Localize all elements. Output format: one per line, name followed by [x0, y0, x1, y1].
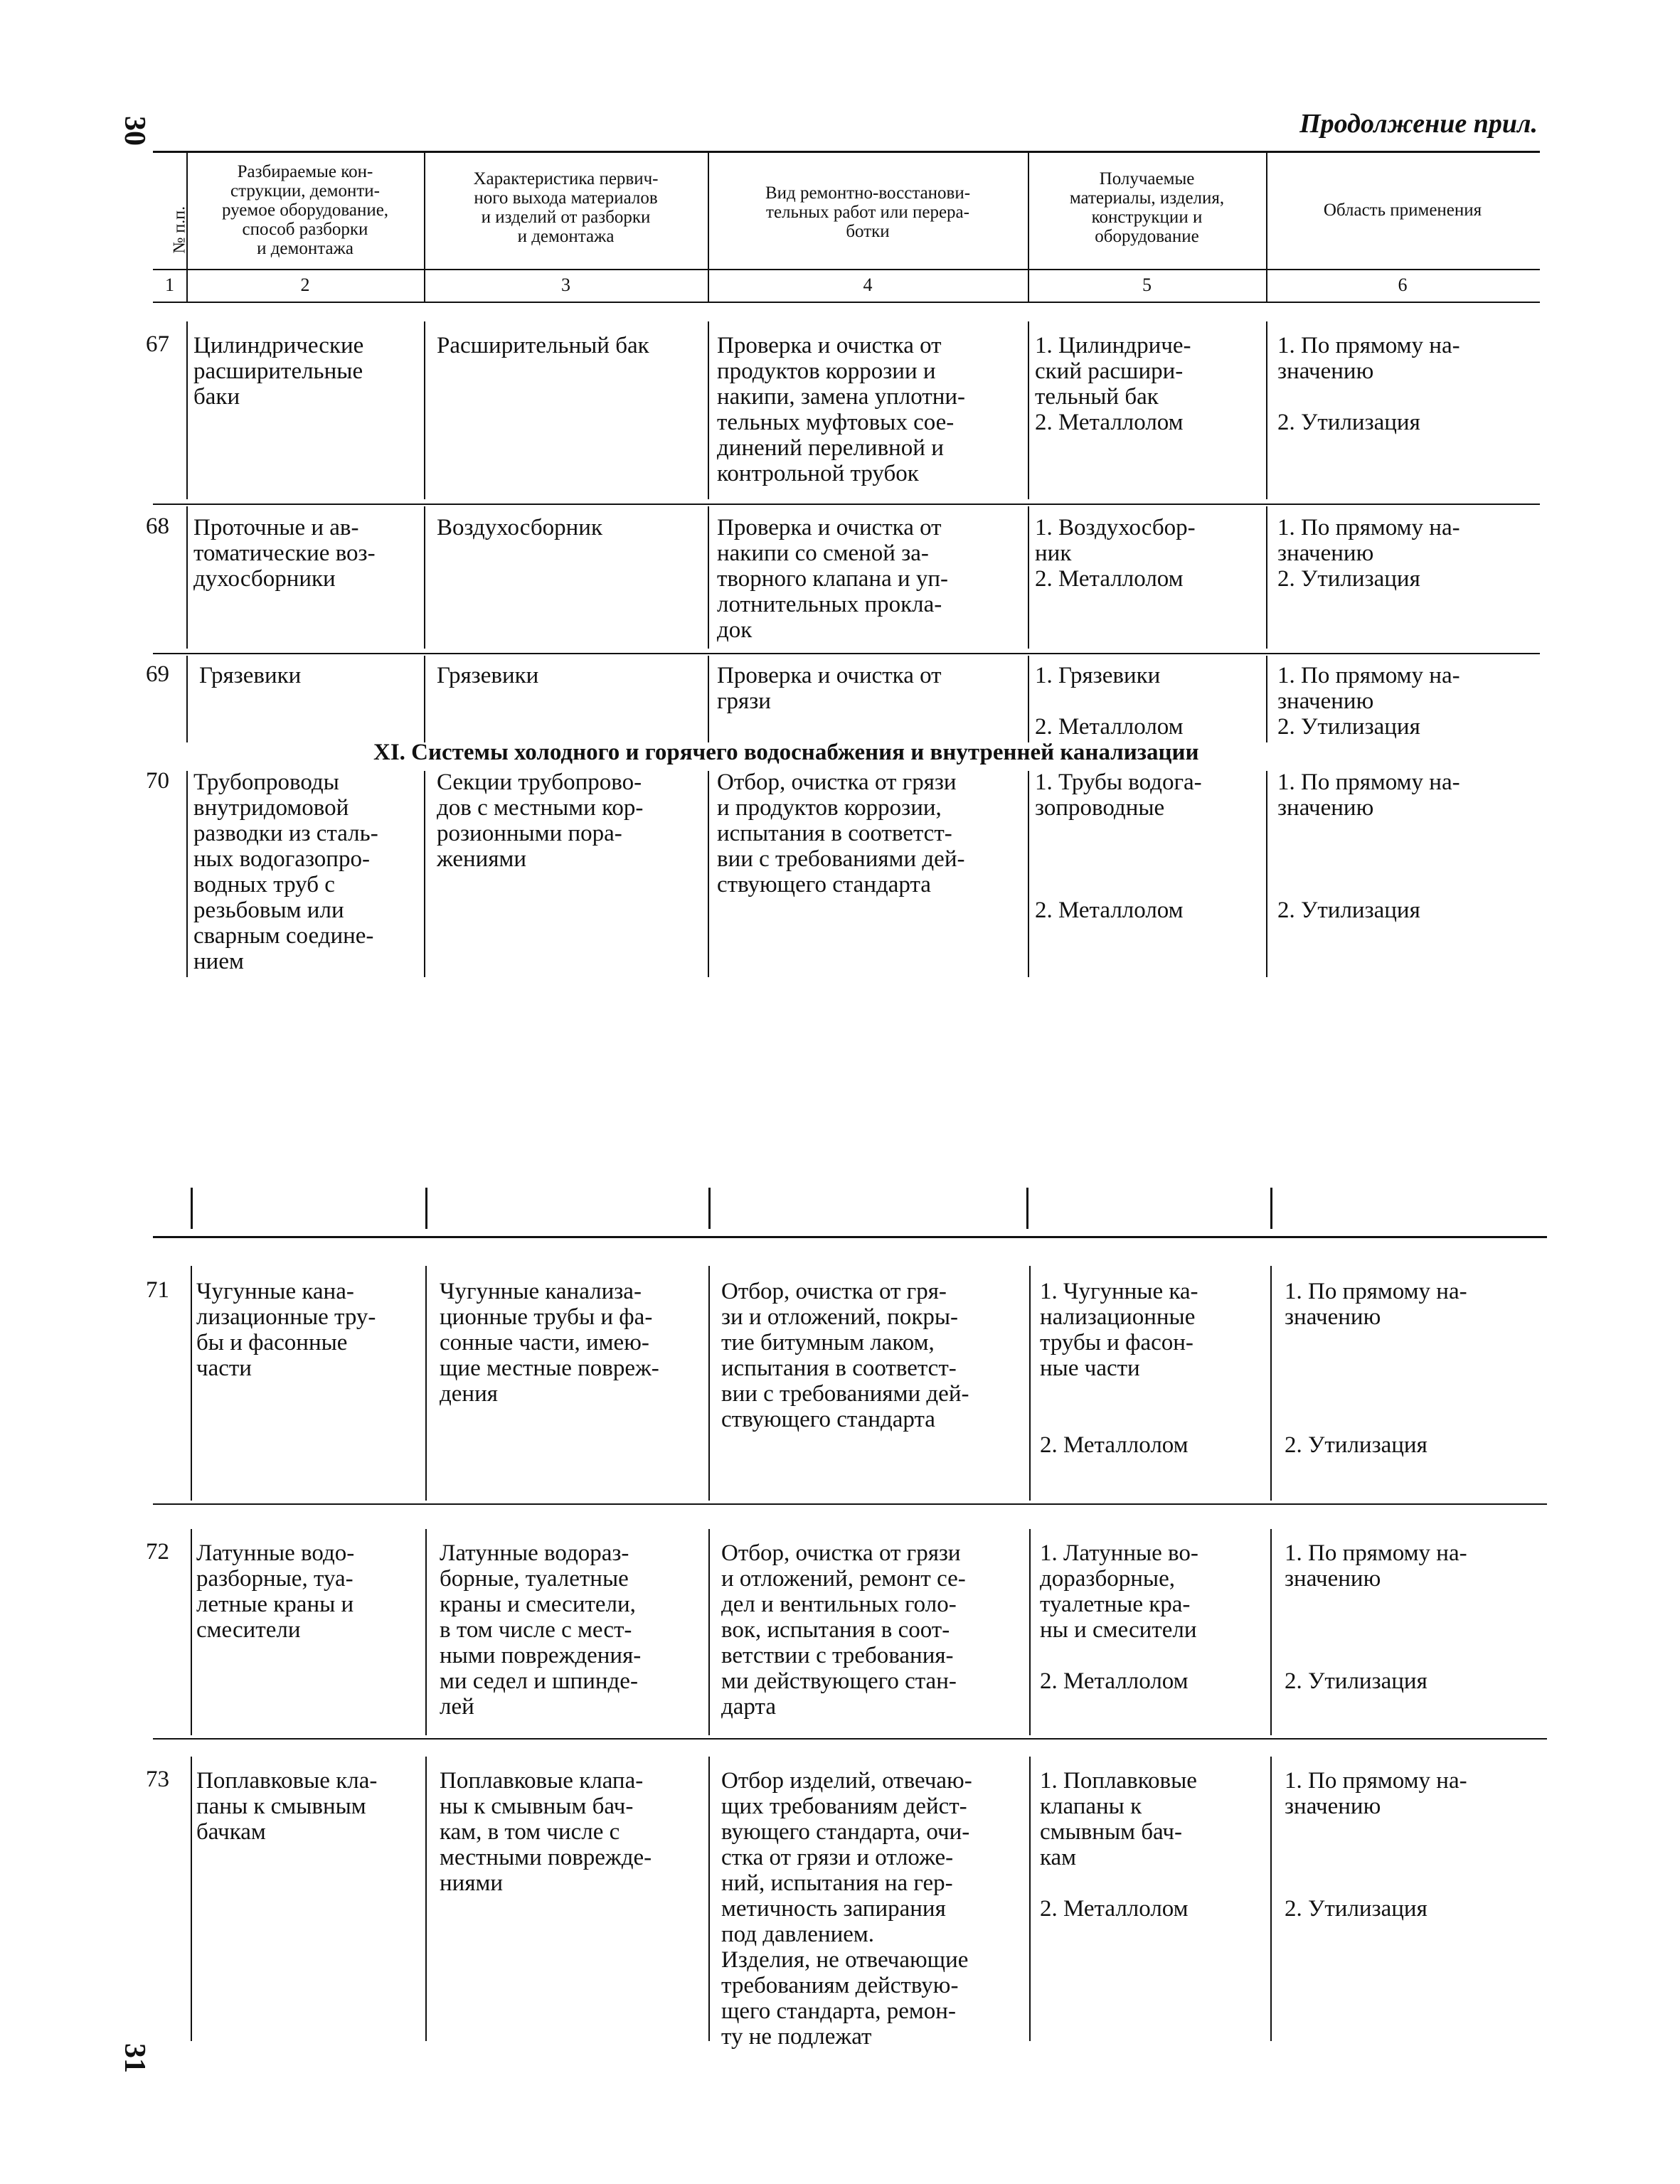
row-cell-structure: Трубопроводы внутридомовой разводки из сталь- ных водогазопро- водных труб с резьбовым или сварным соедине- нием — [193, 769, 378, 974]
row-cell-application: 1. По прямому на- значению 2. Утилизация — [1277, 769, 1460, 923]
row-vline — [186, 506, 188, 649]
continuation-vline — [425, 1188, 427, 1229]
row-vline — [1028, 506, 1029, 649]
row-cell-primary-output: Воздухосборник — [437, 515, 602, 540]
row-vline — [1028, 321, 1029, 499]
row-vline — [1266, 656, 1267, 742]
row-vline — [1266, 506, 1267, 649]
row-vline — [708, 1529, 710, 1735]
row-cell-structure: Проточные и ав- томатические воз- духосборники — [193, 515, 376, 592]
colnum-1: 1 — [165, 275, 174, 295]
colnum-5: 5 — [1142, 275, 1152, 295]
row-cell-obtained: 1. Чугунные ка- нализационные трубы и фасон- ные части 2. Металлолом — [1040, 1279, 1198, 1458]
row-vline — [708, 771, 709, 977]
row-cell-application: 1. По прямому на- значению 2. Утилизация — [1277, 663, 1460, 740]
row-vline — [1270, 1757, 1272, 2041]
header-col-5: Получаемые материалы, изделия, конструкции и оборудование — [1069, 169, 1225, 246]
row-cell-structure: Цилиндрические расширительные баки — [193, 333, 364, 410]
row-vline — [191, 1529, 192, 1735]
row-cell-primary-output: Латунные водораз- борные, туалетные краны и смесители, в том числе с мест- ными повреждения- ми седел и шпинде- лей — [440, 1540, 642, 1720]
row-cell-obtained: 1. Воздухосбор- ник 2. Металлолом — [1035, 515, 1196, 592]
row-vline — [708, 1266, 710, 1501]
row-separator — [153, 653, 1540, 654]
row-vline — [708, 321, 709, 499]
row-vline — [708, 1757, 710, 2041]
row-cell-primary-output: Грязевики — [437, 663, 539, 688]
row-cell-structure: Поплавковые кла- паны к смывным бачкам — [196, 1768, 378, 1845]
row-number: 69 — [146, 661, 169, 687]
row-cell-repair-work: Отбор, очистка от грязи и отложений, ремонт се- дел и вентильных голо- вок, испытания в соот- ветствии с требования- ми действующего стан- дарта — [721, 1540, 966, 1720]
row-vline — [1029, 1266, 1031, 1501]
row-cell-obtained: 1. Трубы водога- зопроводные 2. Металлолом — [1035, 769, 1202, 923]
row-number: 72 — [146, 1539, 169, 1565]
row-cell-primary-output: Секции трубопрово- дов с местными кор- розионными пора- жениями — [437, 769, 644, 872]
continuation-vline — [1026, 1188, 1028, 1229]
row-vline — [708, 506, 709, 649]
row-number: 73 — [146, 1767, 169, 1792]
row-separator — [153, 1503, 1547, 1505]
colnum-bottom-rule — [153, 302, 1540, 303]
row-cell-primary-output: Поплавковые клапа- ны к смывным бач- кам, в том числе с местными поврежде- ниями — [440, 1768, 652, 1896]
colnum-4: 4 — [863, 275, 873, 295]
row-vline — [425, 1266, 427, 1501]
row-vline — [424, 321, 425, 499]
header-col-3: Характеристика первич- ного выхода материалов и изделий от разборки и демонтажа — [473, 169, 659, 246]
row-vline — [1028, 656, 1029, 742]
row-vline — [1029, 1529, 1031, 1735]
row-cell-structure: Чугунные кана- лизационные тру- бы и фасонные части — [196, 1279, 376, 1381]
running-header: Продолжение прил. — [1299, 109, 1538, 139]
row-vline — [425, 1757, 427, 2041]
row-cell-application: 1. По прямому на- значению 2. Утилизация — [1285, 1540, 1467, 1694]
row-cell-application: 1. По прямому на- значению 2. Утилизация — [1277, 333, 1460, 435]
colnum-2: 2 — [300, 275, 310, 295]
continuation-vline — [191, 1188, 193, 1229]
row-cell-structure: Грязевики — [199, 663, 302, 688]
row-cell-obtained: 1. Цилиндриче- ский расшири- тельный бак 2. Металлолом — [1035, 333, 1191, 435]
row-vline — [424, 656, 425, 742]
colnum-6: 6 — [1398, 275, 1408, 295]
page-number-bottom: 31 — [118, 2043, 151, 2073]
header-bottom-rule — [153, 269, 1540, 270]
row-cell-repair-work: Проверка и очистка от продуктов коррозии и накипи, замена уплотни- тельных муфтовых сое- динений переливной и контрольной трубок — [717, 333, 966, 486]
row-vline — [186, 656, 188, 742]
row-number: 70 — [146, 768, 169, 794]
colnum-3: 3 — [561, 275, 570, 295]
row-cell-application: 1. По прямому на- значению 2. Утилизация — [1285, 1279, 1467, 1458]
row-separator — [153, 504, 1540, 505]
row-separator — [153, 1738, 1547, 1740]
row-vline — [186, 321, 188, 499]
row-cell-application: 1. По прямому на- значению 2. Утилизация — [1277, 515, 1460, 592]
row-number: 71 — [146, 1277, 169, 1303]
row-vline — [708, 656, 709, 742]
row-vline — [424, 771, 425, 977]
row-vline — [191, 1757, 192, 2041]
header-col-2: Разбираемые кон- струкции, демонти- руемое оборудование, способ разборки и демонтажа — [221, 162, 389, 258]
row-vline — [1266, 321, 1267, 499]
row-cell-repair-work: Проверка и очистка от грязи — [717, 663, 942, 714]
row-cell-primary-output: Расширительный бак — [437, 333, 649, 358]
row-cell-repair-work: Отбор, очистка от гря- зи и отложений, покры- тие битумным лаком, испытания в соответст- вии с требованиями дей- ствующего стандарта — [721, 1279, 969, 1432]
row-number: 67 — [146, 331, 169, 357]
page-number-top: 30 — [118, 116, 151, 146]
row-cell-application: 1. По прямому на- значению 2. Утилизация — [1285, 1768, 1467, 1922]
row-cell-repair-work: Проверка и очистка от накипи со сменой за- творного клапана и уп- лотнительных прокла- док — [717, 515, 949, 643]
row-vline — [424, 506, 425, 649]
row-cell-obtained: 1. Латунные во- доразборные, туалетные кра- ны и смесители 2. Металлолом — [1040, 1540, 1198, 1694]
header-col-1: № п.п. — [170, 206, 189, 254]
row-cell-obtained: 1. Грязевики 2. Металлолом — [1035, 663, 1184, 740]
row-cell-structure: Латунные водо- разборные, туа- летные краны и смесители — [196, 1540, 355, 1643]
row-vline — [186, 771, 188, 977]
row-vline — [1028, 771, 1029, 977]
row-vline — [1270, 1529, 1272, 1735]
section-title: XI. Системы холодного и горячего водоснабжения и внутренней канализации — [373, 740, 1199, 765]
row-number: 68 — [146, 513, 169, 539]
row-cell-repair-work: Отбор изделий, отвечаю- щих требованиям дейст- вующего стандарта, очи- стка от грязи и отложе- ний, испытания на гер- метичность запирания под давлением. Изделия, не отвечающие требованиям действую- щего стандарта, ремон- ту не подлежат — [721, 1768, 972, 2050]
header-col-6: Область применения — [1323, 201, 1482, 220]
row-cell-primary-output: Чугунные канализа- ционные трубы и фа- сонные части, имею- щие местные повреж- дения — [440, 1279, 659, 1407]
row-vline — [1029, 1757, 1031, 2041]
row-vline — [1270, 1266, 1272, 1501]
continuation-vline — [708, 1188, 711, 1229]
row-cell-obtained: 1. Поплавковые клапаны к смывным бач- кам 2. Металлолом — [1040, 1768, 1197, 1922]
row-vline — [191, 1266, 192, 1501]
row-cell-repair-work: Отбор, очистка от грязи и продуктов коррозии, испытания в соответст- вии с требованиями дей- ствующего стандарта — [717, 769, 965, 897]
header-col-4: Вид ремонтно-восстанови- тельных работ или перера- ботки — [765, 183, 971, 241]
continuation-vline — [1270, 1188, 1272, 1229]
row-vline — [1266, 771, 1267, 977]
row-vline — [425, 1529, 427, 1735]
lower-table-top-rule — [153, 1236, 1547, 1238]
table-top-rule — [153, 151, 1540, 153]
